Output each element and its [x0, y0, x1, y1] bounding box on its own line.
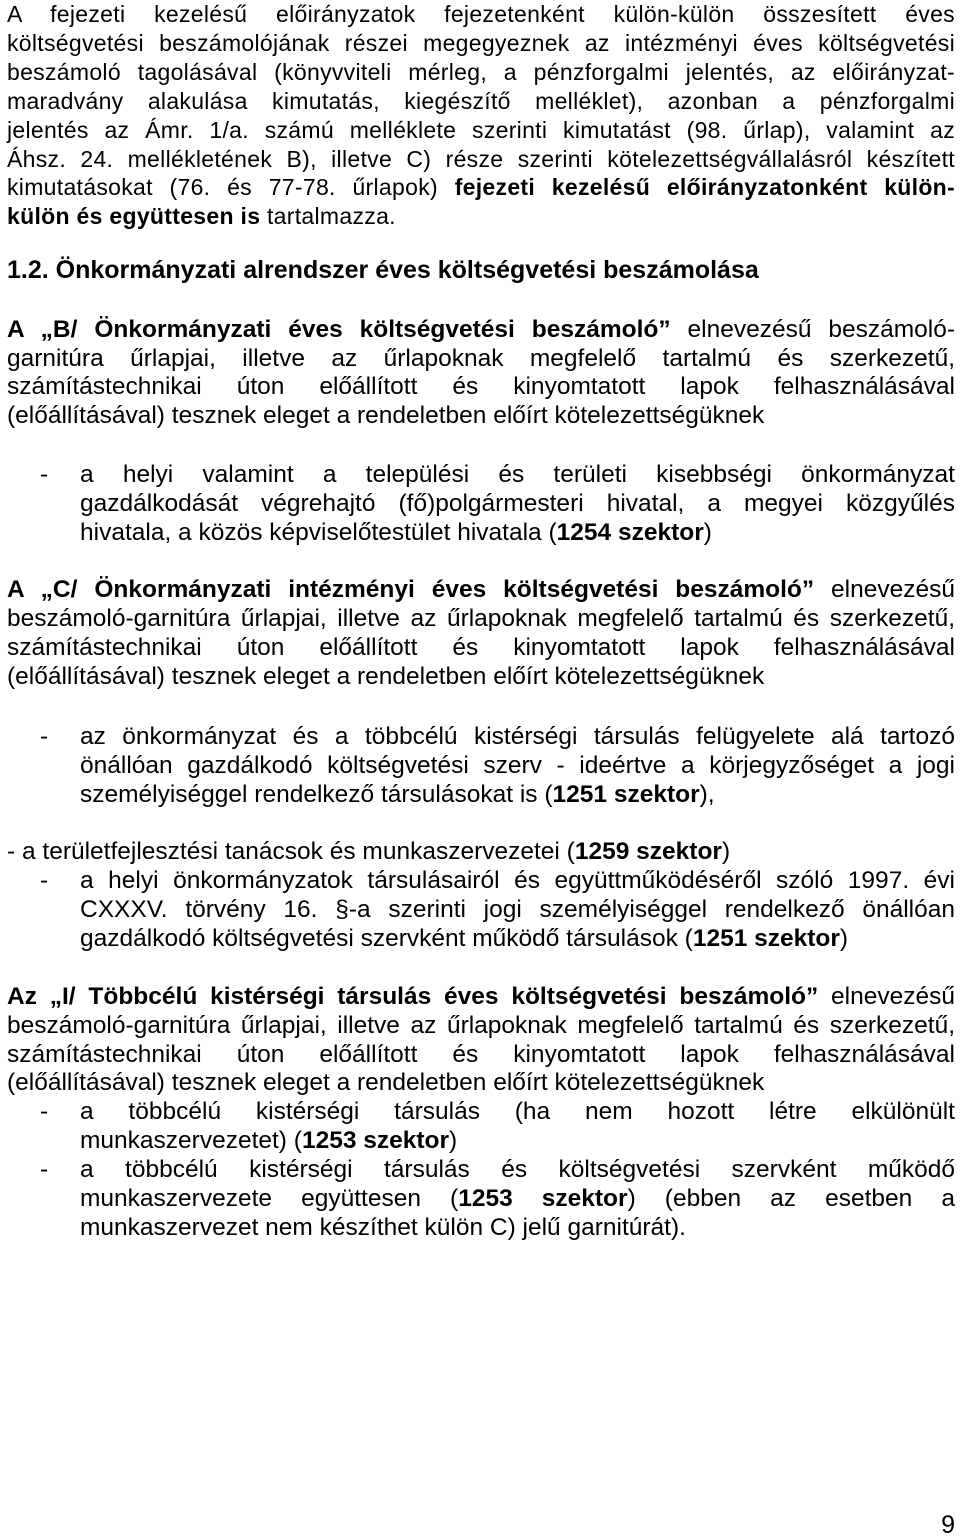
form-i-line: (előállításával) tesznek eleget a rendeletben előírt kötelezettségüknek	[7, 1069, 765, 1097]
intro-line	[7, 202, 955, 231]
list-item-line	[80, 925, 955, 954]
list-item	[7, 838, 955, 867]
list-item-line	[80, 1185, 955, 1214]
list-item	[7, 867, 955, 954]
bold-run: 1251 szektor	[552, 780, 700, 808]
bold-run: A „C/ Önkormányzati intézményi éves költségvetési beszámoló”	[7, 576, 815, 603]
intro-line: jelentés az Ámr. 1/a. számú melléklete szerinti kimutatást (98. űrlap), valamint az	[7, 116, 955, 143]
list-item-line: CXXXV. törvény 16. §-a szerinti jogi személyiséggel rendelkező önállóan	[80, 895, 955, 923]
list-item	[7, 723, 955, 810]
bold-run: 1253 szektor	[458, 1184, 628, 1212]
plain-run: ),	[699, 780, 715, 808]
plain-run: elnevezésű	[818, 983, 955, 1010]
plain-run: )	[839, 924, 849, 952]
form-i-line: beszámoló-garnitúra űrlapjai, illetve az űrlapoknak megfelelő tartalmú és szerkezetű,	[7, 1011, 955, 1039]
bold-run: külön és együttesen is	[7, 203, 261, 230]
plain-run: hivatala, a közös képviselőtestület hivatala (	[80, 518, 557, 546]
plain-run: ) (ebben az esetben a	[627, 1184, 955, 1212]
intro-line	[7, 173, 955, 202]
bold-run: 1259 szektor	[574, 838, 722, 865]
list-item	[7, 1156, 955, 1242]
plain-run: személyiséggel rendelkező társulásokat is (	[80, 780, 553, 808]
list-item-line: a helyi önkormányzatok társulásairól és együttműködéséről szóló 1997. évi	[80, 867, 955, 894]
list-item-line: a helyi valamint a települési és területi kisebbségi önkormányzat	[80, 461, 955, 488]
list-item-body	[80, 461, 955, 547]
plain-run: kimutatásokat (76. és 77-78. űrlapok)	[7, 174, 455, 201]
form-b-paragraph	[7, 316, 955, 430]
intro-line: A fejezeti kezelésű előirányzatok fejezetenként külön-külön összesített éves	[7, 1, 955, 27]
list-dash: -	[40, 461, 49, 488]
list-item-body	[80, 867, 955, 954]
plain-run: munkaszervezetet) (	[80, 1126, 302, 1154]
intro-line: Áhsz. 24. mellékletének B), illetve C) része szerinti kötelezettségvállalásról készített	[7, 145, 955, 172]
plain-run: elnevezésű beszámoló-	[670, 316, 956, 343]
form-i-paragraph	[7, 983, 955, 1098]
form-b-line: (előállításával) tesznek eleget a rendeletben előírt kötelezettségüknek	[7, 401, 765, 429]
list-item-line	[7, 838, 955, 867]
list-item-line	[80, 1127, 955, 1156]
form-c-line: számítástechnikai úton előállított és kinyomtatott lapok felhasználásával	[7, 633, 955, 661]
bold-run: 1251 szektor	[692, 924, 840, 952]
bold-run: 1254 szektor	[556, 518, 704, 546]
list-item	[7, 1098, 955, 1156]
list-dash: -	[40, 1098, 49, 1125]
bold-run: fejezeti kezelésű előirányzatonként külön-	[454, 174, 955, 201]
list-item-line: munkaszervezet nem készíthet külön C) jelű garnitúrát).	[80, 1213, 686, 1241]
form-b-line: garnitúra űrlapjai, illetve az űrlapoknak megfelelő tartalmú és szerkezetű,	[7, 344, 955, 372]
list-dash: -	[40, 723, 49, 750]
list-item-line: önállóan gazdálkodó költségvetési szerv - ideértve a körjegyzőséget a jogi	[80, 751, 955, 779]
list-dash: -	[40, 867, 49, 894]
form-c-line: (előállításával) tesznek eleget a rendeletben előírt kötelezettségüknek	[7, 662, 765, 690]
section-heading: 1.2. Önkormányzati alrendszer éves költségvetési beszámolása	[7, 256, 759, 284]
form-b-line	[7, 316, 955, 345]
list-item	[7, 461, 955, 547]
list-dash: -	[40, 1156, 49, 1183]
list-item-line: gazdálkodását végrehajtó (fő)polgármesteri hivatal, a megyei közgyűlés	[80, 489, 955, 517]
form-i-line: számítástechnikai úton előállított és kinyomtatott lapok felhasználásával	[7, 1040, 955, 1068]
plain-run: munkaszervezete együttesen (	[80, 1184, 459, 1212]
form-i-line	[7, 983, 955, 1012]
list-item-body	[80, 723, 955, 810]
plain-run: )	[721, 838, 731, 865]
plain-run: )	[449, 1126, 458, 1154]
plain-run: - a területfejlesztési tanácsok és munkaszervezetei (	[7, 838, 575, 865]
plain-run: gazdálkodó költségvetési szervként működő társulások (	[80, 924, 693, 952]
intro-paragraph	[7, 0, 955, 231]
list-item-line	[80, 519, 955, 548]
intro-line: beszámoló tagolásával (könyvviteli mérleg, a pénzforgalmi jelentés, az előirányzat-	[7, 58, 955, 85]
page-number: 9	[941, 1511, 955, 1537]
form-b-line: számítástechnikai úton előállított és kinyomtatott lapok felhasználásával	[7, 373, 955, 401]
form-c-line: beszámoló-garnitúra űrlapjai, illetve az űrlapoknak megfelelő tartalmú és szerkezetű,	[7, 604, 955, 632]
list-item-line: a többcélú kistérségi társulás és költségvetési szervként működő	[80, 1156, 955, 1183]
list-item-line	[80, 781, 955, 810]
bold-run: Az „I/ Többcélú kistérségi társulás éves költségvetési beszámoló”	[7, 983, 819, 1010]
intro-line: költségvetési beszámolójának részei megegyeznek az intézményi éves költségvetési	[7, 29, 955, 56]
list-item-body	[80, 1156, 955, 1242]
plain-run: tartalmazza.	[260, 203, 396, 230]
bold-run: 1253 szektor	[301, 1126, 450, 1154]
list-item-line: a többcélú kistérségi társulás (ha nem hozott létre elkülönült	[80, 1098, 955, 1125]
form-c-paragraph	[7, 576, 955, 692]
intro-line: maradvány alakulása kimutatás, kiegészítő melléklet), azonban a pénzforgalmi	[7, 87, 955, 114]
form-c-line	[7, 576, 955, 605]
bold-run: A „B/ Önkormányzati éves költségvetési beszámoló”	[7, 316, 671, 343]
plain-run: elnevezésű	[814, 576, 956, 603]
plain-run: )	[703, 518, 712, 546]
list-item-body	[80, 1098, 955, 1156]
list-item-line: az önkormányzat és a többcélú kistérségi társulás felügyelete alá tartozó	[80, 723, 955, 750]
